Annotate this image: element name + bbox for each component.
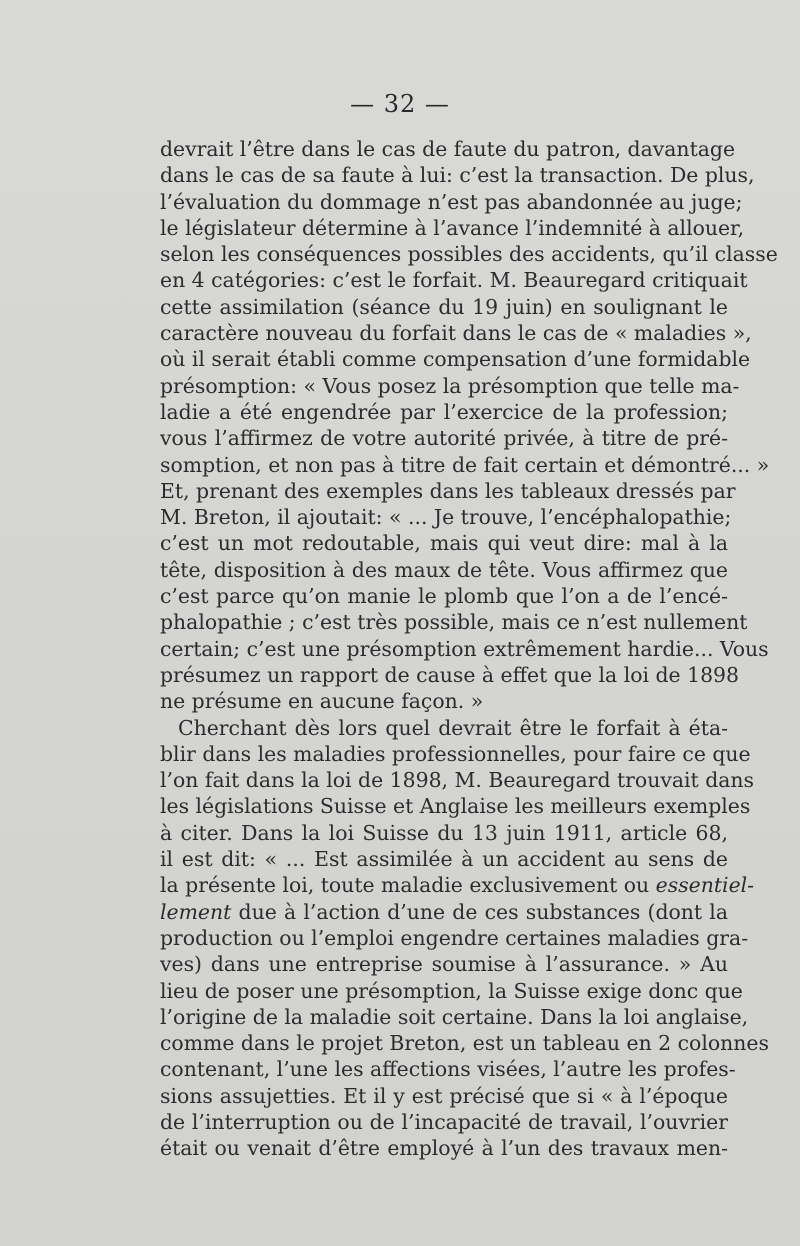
text-line: caractère nouveau du forfait dans le cas de « maladies », [160, 321, 752, 346]
text-line: contenant, l’une les affections visées, l’autre les profes- [160, 1057, 736, 1082]
text-line: présomption: « Vous posez la présomption que telle ma- [160, 373, 740, 398]
paragraph-1 [160, 136, 778, 715]
text-line: présumez un rapport de cause à effet que la loi de 1898 [160, 662, 739, 687]
paragraph-2 [160, 715, 769, 1162]
text-line: cette assimilation (séance du 19 juin) en soulignant le [160, 294, 728, 319]
text-line: devrait l’être dans le cas de faute du patron, davantage [160, 137, 736, 161]
text-line: l’on fait dans la loi de 1898, M. Beauregard trouvait dans [160, 768, 755, 793]
text-line: la présente loi, toute maladie exclusivement ou essentiel- [160, 873, 755, 898]
text-line: il est dit: « ... Est assimilée à un accident au sens de [160, 847, 728, 872]
text-line: où il serait établi comme compensation d’une formidable [160, 347, 751, 372]
text-line: comme dans le projet Breton, est un tableau en 2 colonnes [160, 1031, 769, 1056]
text-line: était ou venait d’être employé à l’un des travaux men- [160, 1136, 728, 1161]
text-line: c’est parce qu’on manie le plomb que l’on a de l’encé- [160, 584, 728, 609]
text-line: dans le cas de sa faute à lui: c’est la transaction. De plus, [160, 163, 755, 188]
text-line: en 4 catégories: c’est le forfait. M. Beauregard critiquait [160, 268, 748, 293]
text-line: production ou l’emploi engendre certaines maladies gra- [160, 925, 749, 950]
text-line: l’origine de la maladie soit certaine. Dans la loi anglaise, [160, 1004, 749, 1029]
text-line: M. Breton, il ajoutait: « ... Je trouve, l’encéphalopathie; [160, 505, 732, 530]
text-line: le législateur détermine à l’avance l’indemnité à allouer, [160, 215, 745, 240]
body-text [160, 136, 778, 1162]
text-line: blir dans les maladies professionnelles, pour faire ce que [160, 741, 751, 766]
text-line: ne présume en aucune façon. » [160, 689, 484, 714]
text-line: phalopathie ; c’est très possible, mais ce n’est nullement [160, 610, 748, 635]
text-line: vous l’affirmez de votre autorité privée, à titre de pré- [160, 426, 728, 451]
page-number: — 32 — [350, 90, 450, 118]
italic-word: essentiel- [655, 873, 755, 898]
text-line: ves) dans une entreprise soumise à l’assurance. » Au [160, 952, 728, 977]
text-line: somption, et non pas à titre de fait certain et démontré... » [160, 452, 770, 477]
text-line: Cherchant dès lors quel devrait être le forfait à éta- [178, 715, 728, 740]
text-line: tête, disposition à des maux de tête. Vous affirmez que [160, 557, 728, 582]
text-line: certain; c’est une présomption extrêmement hardie... Vous [160, 636, 769, 661]
text-line: selon les conséquences possibles des accidents, qu’il classe [160, 242, 778, 267]
text-line: c’est un mot redoutable, mais qui veut dire: mal à la [160, 531, 728, 556]
text-line: sions assujetties. Et il y est précisé que si « à l’époque [160, 1083, 728, 1108]
text-line: à citer. Dans la loi Suisse du 13 juin 1911, article 68, [160, 820, 728, 845]
text-line: les législations Suisse et Anglaise les meilleurs exemples [160, 794, 751, 819]
text-line: de l’interruption ou de l’incapacité de travail, l’ouvrier [160, 1109, 728, 1134]
text-line: Et, prenant des exemples dans les tableaux dressés par [160, 478, 736, 503]
text-line: lieu de poser une présomption, la Suisse exige donc que [160, 978, 743, 1003]
text-line: l’évaluation du dommage n’est pas abandonnée au juge; [160, 189, 743, 214]
italic-word: lement [160, 899, 232, 924]
text-line: lement due à l’action d’une de ces substances (dont la [160, 899, 728, 924]
text-line: ladie a été engendrée par l’exercice de la profession; [160, 399, 728, 424]
